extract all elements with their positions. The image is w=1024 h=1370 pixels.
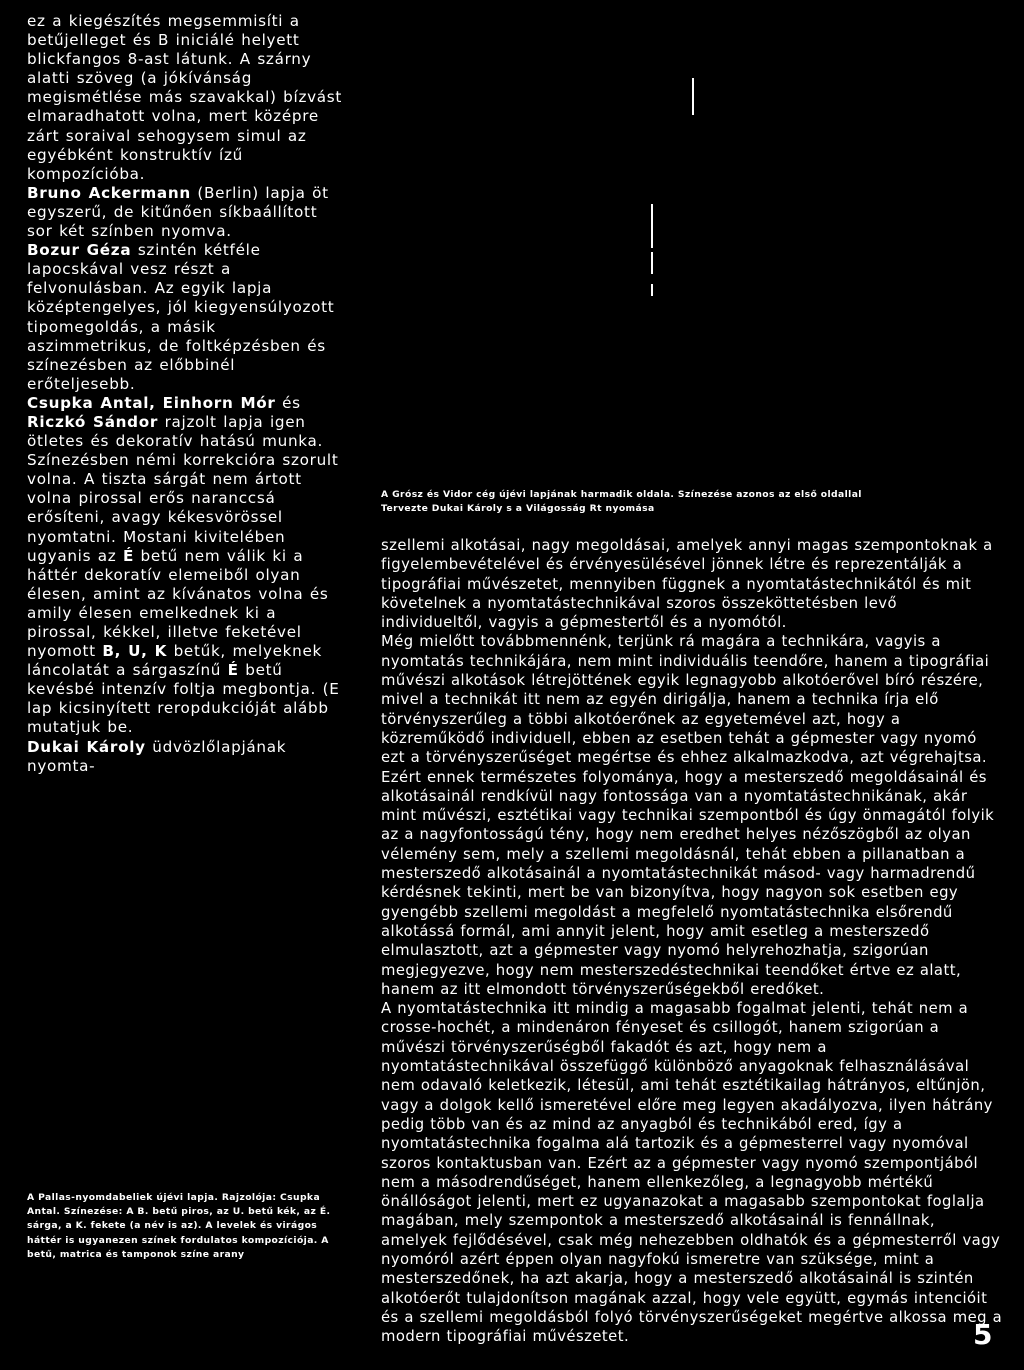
vertical-rule — [692, 78, 694, 115]
caption-line: A Grósz és Vidor cég újévi lapjának harmadik oldala. Színezése azonos az első oldallal — [381, 489, 862, 500]
paragraph: A nyomtatástechnika itt mindig a magasabb fogalmat jelenti, tehát nem a crosse-hochét, a mindenáron fényeset és csillogót, hanem szigorúan a művészi törvényszerűségből fakadót és azt, hogy nem a nyomtatástechnikával összefüggő különböző anyagoknak felhasználásával nem odavaló keletkezik, létesül, ami tehát esztétikailag hátrányos, eltűnjön, vagy a dolgok kellő ismeretével előre meg legyen akadályozva, ilyen hátrány pedig több van és az mind az anyagból és technikából ered, így a nyomtatástechnika fogalma alá tartozik és a gépmesterrel vagy nyomóval szoros kontaktusban van. Ezért az a gépmester vagy nyomó szempontjából nem a másodrendűséget, hanem ellenkezőleg, a legnagyobb mértékű önállóságot jelenti, mert ez ugyanazokat a magasabb szempontokat foglalja magában, mely szempontok a mesterszedő alkotásainál is fennállnak, amelyek fejlődésével, csak még nehezebben oldhatók és a gépmesterről vagy nyomóról azért éppen olyan nagyfokú ismeretre van szüksége, mint a mesterszedőnek, ha azt akarja, hogy a mesterszedő alkotásainál is szintén alkotóerőt tulajdonítson magának azzal, hogy vele együtt, egymás intencióit és a szellemi megoldásból folyó törvényszerűségeket megértve alkossa meg a modern tipográfiai művészetet. — [381, 1000, 1003, 1346]
vertical-rule — [651, 252, 653, 274]
caption-line: Tervezte Dukai Károly s a Világosság Rt nyomása — [381, 503, 655, 515]
figure-caption-right — [381, 488, 981, 516]
letter: É — [122, 546, 135, 565]
paragraph — [27, 738, 347, 776]
paragraph-text: betűk, melyeknek láncolatát a sárgaszínű — [27, 642, 323, 680]
paragraph: ez a kiegészítés megsemmisíti a betűjelleget és B iniciálé helyett blickfangos 8-ast látunk. A szárny alatti szöveg (a jókívánság megismétlése más szavakkal) bízvást elmaradhatott volna, mert középre zárt soraival sehogysem simul az egyébként konstruktív ízű kompozícióba. — [27, 12, 343, 183]
paragraph-text: üdvözlőlapjának nyomta- — [27, 737, 287, 775]
letter: B, U, K — [102, 642, 168, 661]
vertical-rule — [651, 204, 653, 248]
paragraph — [27, 184, 347, 241]
left-text-column — [27, 12, 347, 776]
paragraph — [27, 394, 347, 738]
paragraph-text: betű kevésbé intenzív foltja megbontja. (E lap kicsinyített reropdukcióját alább mutatjuk be. — [27, 661, 340, 737]
paragraph-text: szintén kétféle lapocskával vesz részt a felvonulásban. Az egyik lapja középtengelyes, jól kiegyensúlyozott tipomegoldás, a másik aszimmetrikus, de foltképzésben és színezésben az előbbinél erőteljesebb. — [27, 241, 335, 393]
author-name: Riczkó Sándor — [27, 412, 159, 431]
paragraph: Még mielőtt továbbmennénk, terjünk rá magára a technikára, vagyis a nyomtatás technikájára, nem mint individuális teendőre, hanem a tipográfiai művészi alkotások létrejöttének egyik legnagyobb alkotóerővel bíró részére, mivel a technikát itt nem az egyén dirigálja, hanem a technika írja elő törvényszerűleg a többi alkotóerőnek az egyetemével azt, hogy a közreműködő individuell, ebben az esetben tehát a gépmester vagy nyomó ezt a törvényszerűséget megértse és ehhez alkalmazkodva, azt végrehajtsa. Ezért ennek természetes folyománya, hogy a mesterszedő megoldásainál és alkotásainál rendkívül nagy fontossága van a nyomtatástechnikának, akár mint művészi, esztétikai vagy technikai szempontból és úgy önmagától folyik az a nagyfontosságú tény, hogy nem eredhet helyes nézőszögből az olyan vélemény sem, mely a szellemi megoldásnál, tehát ebben a pillanatban a mesterszedő alkotásainál a nyomtatástechnikát másod- vagy harmadrendű kérdésnek tekinti, mert be van bizonyítva, hogy nagyon sok esetben egy gyengébb szellemi megoldást a megfelelő nyomtatástechnika elsőrendű alkotássá formál, ami annyit jelent, hogy amit esetleg a mesterszedő elmulasztott, azt a gépmester vagy nyomó helyrehozhatja, szigorúan megjegyezve, hogy nem mesterszedéstechnikai teendőket értve ez alatt, hanem az itt elmondott törvényszerűségekből eredőket. — [381, 633, 995, 998]
vertical-rule — [651, 284, 653, 296]
paragraph-text: betű nem válik ki a háttér dekoratív elemeiből olyan élesen, amint az kívánatos volna és amily élesen emelkednek ki a pirossal, kékkel, illetve feketével nyomott — [27, 546, 329, 661]
author-name: Dukai Károly — [27, 737, 146, 756]
paragraph-text: rajzolt lapja igen ötletes és dekoratív hatású munka. Színezésben némi korrekcióra szorult volna. A tiszta sárgát nem ártott volna pirossal erős naranccsá erősíteni, avagy kékesvörössel nyomtatni. Mostani kivitelében ugyanis az — [27, 412, 339, 565]
paragraph — [27, 241, 347, 394]
figure-caption-left: A Pallas-nyomdabeliek újévi lapja. Rajzolója: Csupka Antal. Színezése: A B. betű piros, az U. betű kék, az É. sárga, a K. fekete (a név is az). A levelek és virágos háttér is ugyanezen színek fordulatos kompozíciója. A betű, matrica és tamponok színe arany — [27, 1192, 331, 1260]
author-name: Bruno Ackermann — [27, 183, 191, 202]
letter: É — [227, 661, 239, 680]
author-name: Bozur Géza — [27, 241, 132, 260]
author-name: Csupka Antal, Einhorn Mór — [27, 393, 276, 412]
paragraph-text: (Berlin) lapja öt egyszerű, de kitűnően síkbaállított sor két színben nyomva. — [27, 183, 329, 241]
paragraph: szellemi alkotásai, nagy megoldásai, amelyek annyi magas szempontoknak a figyelembevételével és érvényesülésével jönnek létre és reprezentálják a tipográfiai művészetet, mennyiben függnek a nyomtatástechnikától és mit követelnek a nyomtatástechnikával szoros összeköttetésben levő individueltől, vagyis a gépmestertől és a nyomótól. — [381, 537, 993, 632]
right-text-column — [381, 536, 1003, 1346]
paragraph-text: és — [275, 393, 301, 412]
page-number: 5 — [973, 1318, 993, 1351]
